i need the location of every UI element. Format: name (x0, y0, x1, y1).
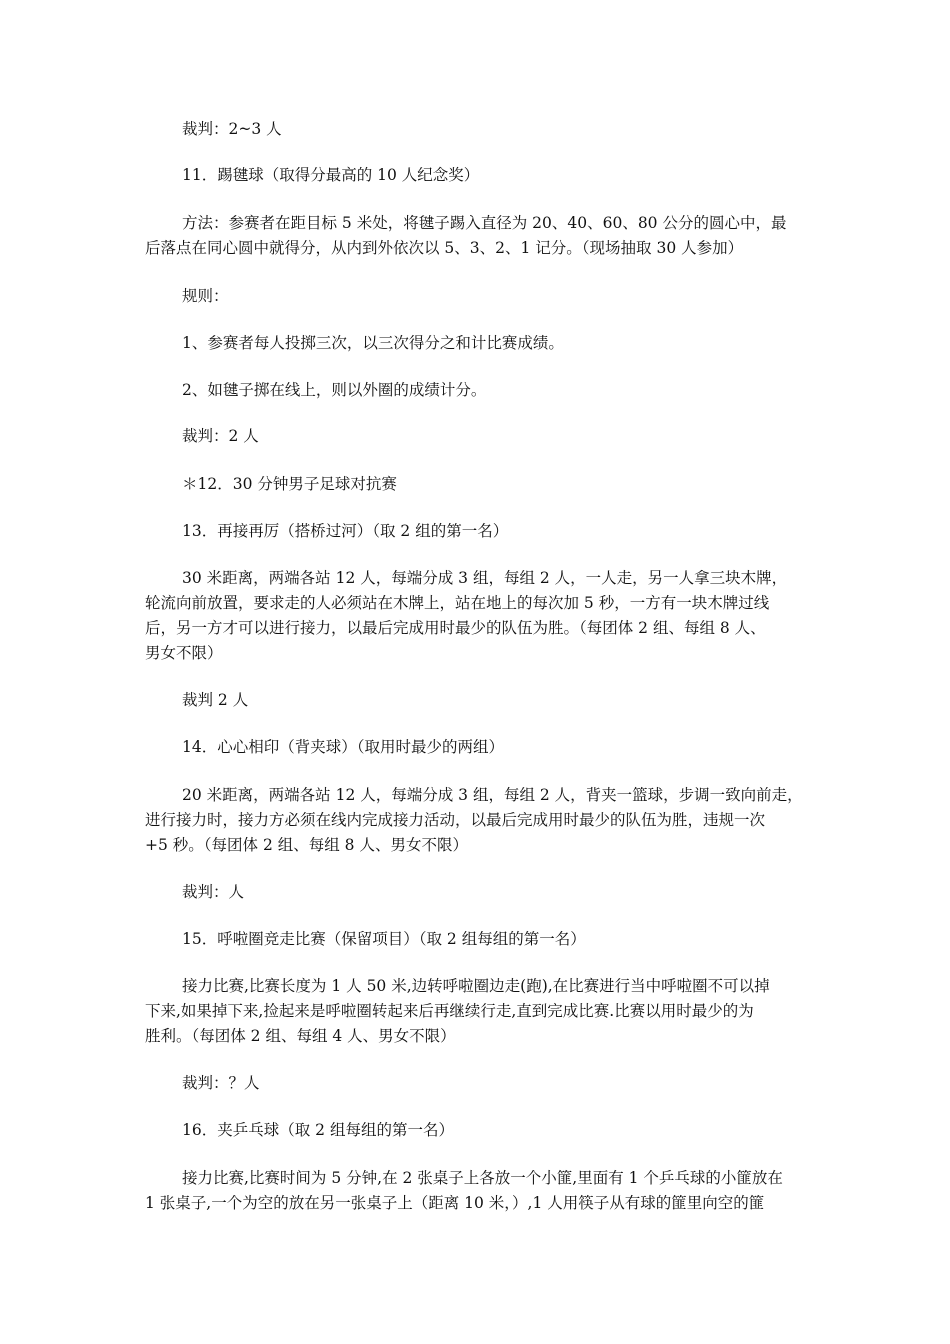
section-11-method-line-2: 后落点在同心圆中就得分，从内到外依次以 5、3、2、1 记分。（现场抽取 30 人参加） (145, 239, 744, 257)
referee-note-3: 裁判 2 人 (182, 691, 249, 709)
section-15-body-line-1: 接力比赛,比赛长度为 1 人 50 米,边转呼啦圈边走(跑),在比赛进行当中呼啦圈不可以掉 (182, 977, 770, 995)
section-16-body-line-1: 接力比赛,比赛时间为 5 分钟,在 2 张桌子上各放一个小篚,里面有 1 个乒乓球的小篚放在 (182, 1169, 783, 1187)
section-13-body-line-1: 30 米距离，两端各站 12 人，每端分成 3 组，每组 2 人，一人走，另一人拿三块木牌， (182, 569, 788, 587)
referee-note-1: 裁判：2~3 人 (182, 120, 282, 138)
rule-1: 1、参赛者每人投掷三次，以三次得分之和计比赛成绩。 (182, 334, 564, 352)
rules-label: 规则： (182, 287, 229, 305)
section-13-body-line-4: 男女不限） (145, 644, 223, 662)
referee-note-4: 裁判：人 (182, 883, 245, 901)
referee-note-5: 裁判：？人 (182, 1074, 260, 1092)
section-16-heading: 16．夹乒乓球（取 2 组每组的第一名） (182, 1121, 454, 1139)
rule-2: 2、如毽子掷在线上，则以外圈的成绩计分。 (182, 381, 487, 399)
section-14-body-line-3: +5 秒。（每团体 2 组、每组 8 人、男女不限） (145, 836, 468, 854)
section-15-body-line-3: 胜利。（每团体 2 组、每组 4 人、男女不限） (145, 1027, 456, 1045)
section-15-body-line-2: 下来,如果掉下来,捡起来是呼啦圈转起来后再继续行走,直到完成比赛.比赛以用时最少的为 (145, 1002, 754, 1020)
section-11-heading: 11．踢毽球（取得分最高的 10 人纪念奖） (182, 166, 480, 184)
referee-note-2: 裁判：2 人 (182, 427, 259, 445)
section-13-body-line-2: 轮流向前放置，要求走的人必须站在木牌上，站在地上的每次加 5 秒，一方有一块木牌过线 (145, 594, 770, 612)
section-15-heading: 15．呼啦圈竞走比赛（保留项目）（取 2 组每组的第一名） (182, 930, 586, 948)
section-12-heading: ＊12．30 分钟男子足球对抗赛 (182, 475, 397, 493)
section-14-body-line-2: 进行接力时，接力方必须在线内完成接力活动，以最后完成用时最少的队伍为胜，违规一次 (145, 811, 766, 829)
section-16-body-line-2: 1 张桌子,一个为空的放在另一张桌子上（距离 10 米，）,1 人用筷子从有球的篚里向空的篚 (145, 1194, 765, 1212)
section-14-heading: 14．心心相印（背夹球）（取用时最少的两组） (182, 738, 504, 756)
section-14-body-line-1: 20 米距离，两端各站 12 人，每端分成 3 组，每组 2 人，背夹一篮球，步调一致向前走， (182, 786, 803, 804)
section-13-body-line-3: 后，另一方才可以进行接力，以最后完成用时最少的队伍为胜。（每团体 2 组、每组 8 人、 (145, 619, 766, 637)
section-11-method-line-1: 方法：参赛者在距目标 5 米处，将毽子踢入直径为 20、40、60、80 公分的圆心中，最 (182, 214, 787, 232)
section-13-heading: 13．再接再厉（搭桥过河）（取 2 组的第一名） (182, 522, 509, 540)
